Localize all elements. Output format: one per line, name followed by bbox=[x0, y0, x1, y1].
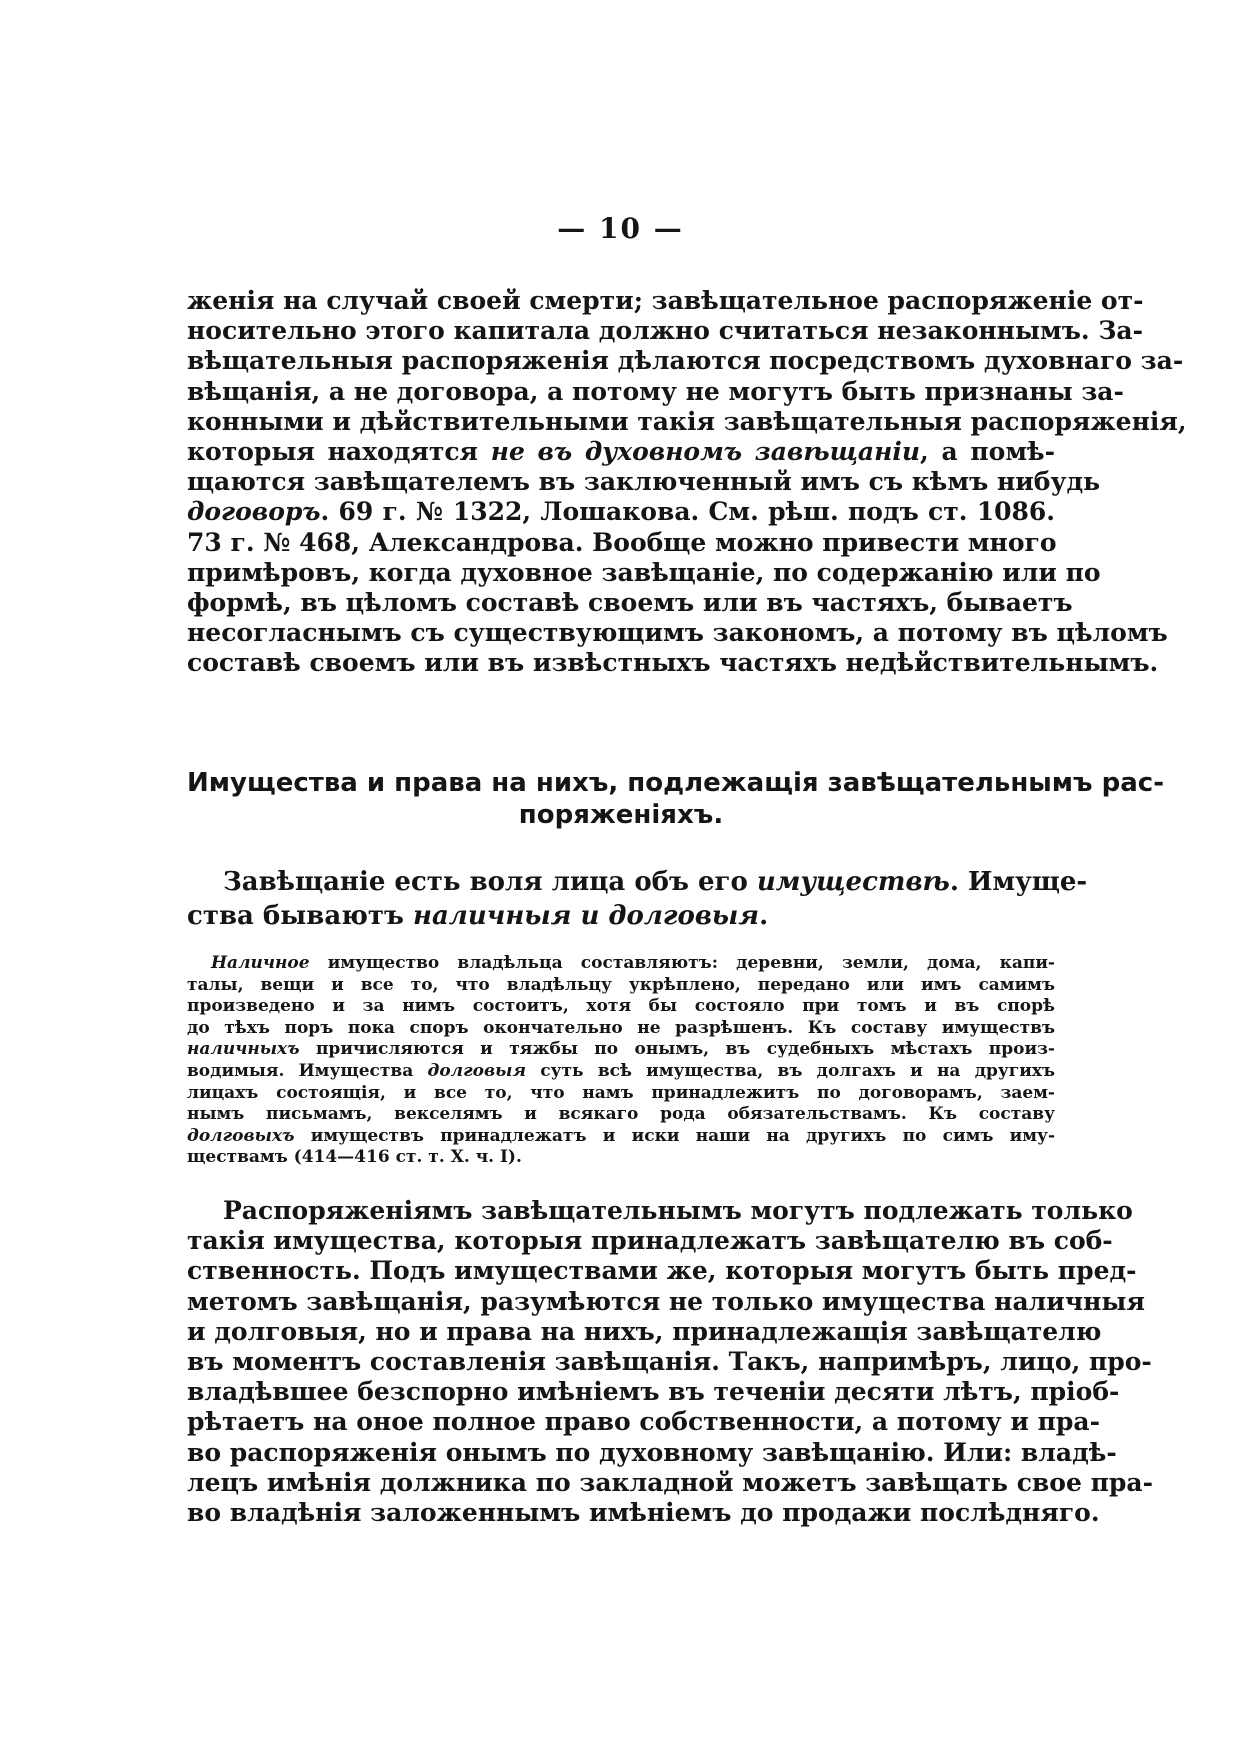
text-run: суть всѣ имущества, въ долгахъ и на другихъ bbox=[526, 1060, 1055, 1081]
text-run: . Имуще- bbox=[949, 867, 1088, 897]
text-line: такія имущества, которыя принадлежатъ завѣщателю въ соб- bbox=[187, 1226, 1113, 1256]
text-line bbox=[187, 497, 1055, 527]
text-line: Распоряженіямъ завѣщательнымъ могутъ подлежать только bbox=[223, 1196, 1133, 1225]
text-line: конными и дѣйствительными такія завѣщательныя распоряженія, bbox=[187, 406, 1187, 436]
text-run: водимыя. Имущества bbox=[187, 1060, 428, 1081]
note-line: нымъ письмамъ, векселямъ и всякаго рода обязательствамъ. Къ составу bbox=[187, 1104, 1055, 1125]
text-line: носительно этого капитала должно считаться незаконнымъ. За- bbox=[187, 316, 1143, 346]
note-line: произведено и за нимъ состоитъ, хотя бы состояло при томъ и въ спорѣ bbox=[187, 996, 1055, 1017]
small-print-note bbox=[187, 953, 1055, 1169]
text-line: вѣщанія, а не договора, а потому не могутъ быть признаны за- bbox=[187, 376, 1124, 406]
text-line: и долговыя, но и права на нихъ, принадлежащія завѣщателю bbox=[187, 1316, 1102, 1346]
italic-emphasis: наличныхъ bbox=[187, 1039, 300, 1060]
text-line: во владѣнія заложеннымъ имѣніемъ до продажи послѣдняго. bbox=[187, 1497, 1100, 1527]
paragraph-1 bbox=[187, 286, 1187, 678]
text-run: ства бываютъ bbox=[187, 901, 413, 931]
text-line: несогласнымъ съ существующимъ закономъ, а потому въ цѣломъ bbox=[187, 618, 1168, 648]
italic-emphasis: долговыхъ bbox=[187, 1125, 295, 1146]
text-line bbox=[187, 899, 1055, 933]
note-line: лицахъ состоящія, и все то, что намъ принадлежитъ по договорамъ, заем- bbox=[187, 1082, 1055, 1103]
text-line: формѣ, въ цѣломъ составѣ своемъ или въ частяхъ, бываетъ bbox=[187, 587, 1073, 617]
italic-emphasis: Наличное bbox=[211, 953, 310, 973]
text-run: . bbox=[759, 901, 769, 931]
text-run: , а помѣ- bbox=[920, 436, 1055, 466]
heading-line: поряженіяхъ. bbox=[518, 800, 724, 830]
note-line: ществамъ (414—416 ст. т. X. ч. I). bbox=[187, 1147, 522, 1168]
text-line: примѣровъ, когда духовное завѣщаніе, по содержанію или по bbox=[187, 557, 1101, 587]
text-line bbox=[187, 865, 1088, 899]
note-line: до тѣхъ поръ пока споръ окончательно не разрѣшенъ. Къ составу имуществъ bbox=[187, 1017, 1055, 1038]
text-line: метомъ завѣщанія, разумѣются не только имущества наличныя bbox=[187, 1286, 1145, 1316]
note-line: талы, вещи и все то, что владѣльцу укрѣплено, передано или имъ самимъ bbox=[187, 974, 1055, 995]
note-line bbox=[187, 1126, 1055, 1148]
text-run: Завѣщаніе есть воля лица объ его bbox=[223, 867, 757, 897]
text-line: рѣтаетъ на оное полное право собственности, а потому и пра- bbox=[187, 1407, 1100, 1437]
text-line: въ моментъ составленія завѣщанія. Такъ, напримѣръ, лицо, про- bbox=[187, 1346, 1152, 1376]
text-run: которыя находятся bbox=[187, 436, 491, 466]
text-line: ственность. Подъ имуществами же, которыя могутъ быть пред- bbox=[187, 1256, 1137, 1286]
text-line: составѣ своемъ или въ извѣстныхъ частяхъ недѣйствительнымъ. bbox=[187, 648, 1159, 678]
text-line: владѣвшее безспорно имѣніемъ въ теченіи десяти лѣтъ, пріоб- bbox=[187, 1377, 1120, 1407]
italic-emphasis: имуществѣ bbox=[756, 867, 950, 897]
text-line: щаются завѣщателемъ въ заключенный имъ съ кѣмъ нибудь bbox=[187, 467, 1101, 497]
italic-emphasis: долговыя bbox=[427, 1060, 527, 1081]
text-line bbox=[187, 437, 1055, 467]
italic-emphasis: не въ духовномъ завѣщаніи bbox=[490, 436, 921, 466]
note-line bbox=[187, 953, 1055, 975]
text-run: . 69 г. № 1322, Лошакова. См. рѣш. подъ ст. 1086. bbox=[320, 497, 1055, 527]
text-line: вѣщательныя распоряженія дѣлаются посредствомъ духовнаго за- bbox=[187, 346, 1184, 376]
italic-emphasis: наличныя и долговыя bbox=[413, 901, 760, 931]
text-run: имущество владѣльца составляютъ: деревни, земли, дома, капи- bbox=[309, 953, 1055, 973]
paragraph-2 bbox=[187, 865, 1088, 933]
text-run: причисляются и тяжбы по онымъ, въ судебныхъ мѣстахъ произ- bbox=[299, 1039, 1055, 1060]
text-line: женія на случай своей смерти; завѣщательное распоряженіе от- bbox=[187, 286, 1144, 315]
note-line bbox=[187, 1039, 1055, 1061]
paragraph-3 bbox=[187, 1196, 1153, 1528]
note-line bbox=[187, 1061, 1055, 1083]
text-run: имуществъ принадлежатъ и иски наши на другихъ по симъ иму- bbox=[294, 1125, 1055, 1146]
italic-emphasis: договоръ bbox=[187, 497, 321, 527]
page-number: — 10 — bbox=[557, 212, 684, 245]
text-line: лецъ имѣнія должника по закладной можетъ завѣщать свое пра- bbox=[187, 1467, 1153, 1497]
text-line: 73 г. № 468, Александрова. Вообще можно привести много bbox=[187, 527, 1057, 557]
section-heading bbox=[187, 767, 1164, 831]
text-line: во распоряженія онымъ по духовному завѣщанію. Или: владѣ- bbox=[187, 1437, 1117, 1467]
heading-line: Имущества и права на нихъ, подлежащія завѣщательнымъ рас- bbox=[187, 768, 1164, 798]
